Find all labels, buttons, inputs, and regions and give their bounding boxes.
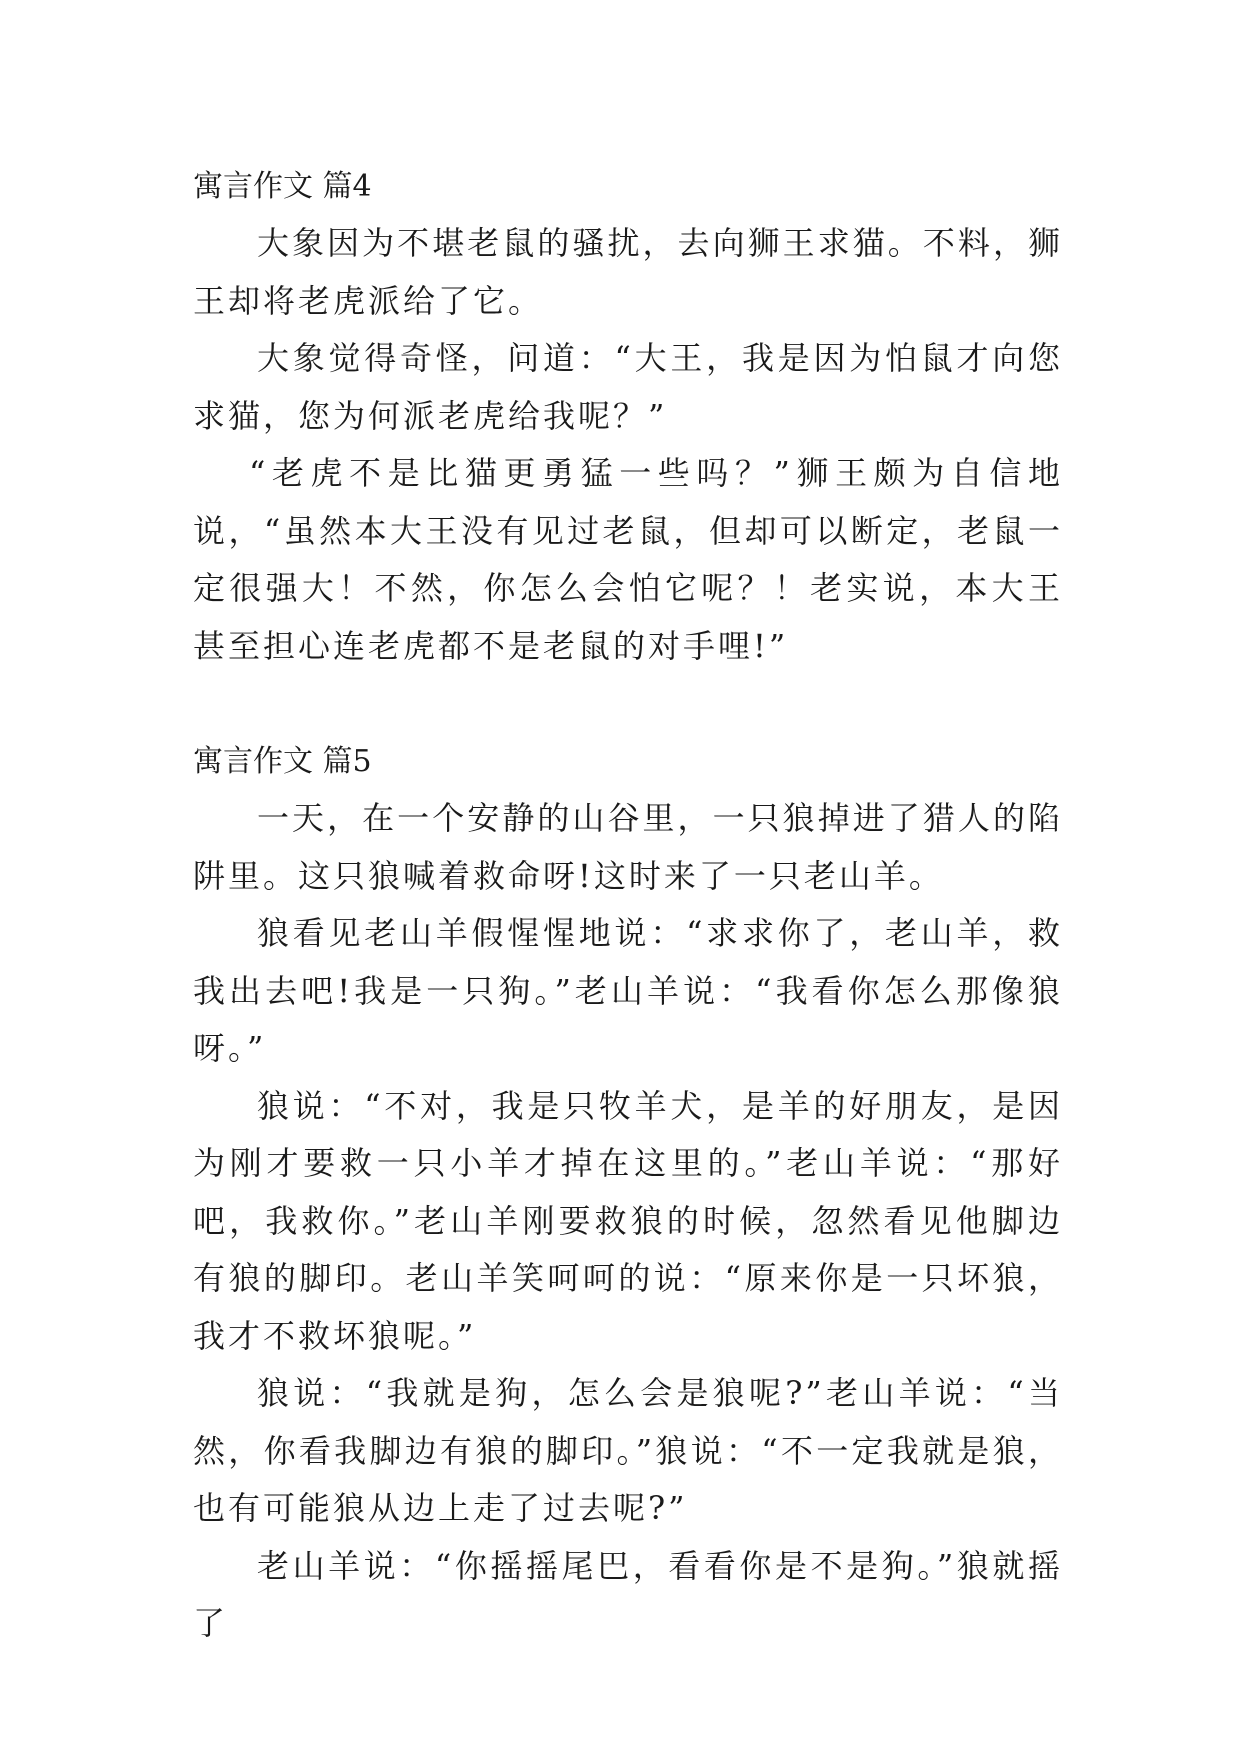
section-4 <box>193 158 1063 675</box>
paragraph: “老虎不是比猫更勇猛一些吗？”狮王颇为自信地说，“虽然本大王没有见过老鼠，但却可以断定，老鼠一定很强大！不然，你怎么会怕它呢？！老实说，本大王甚至担心连老虎都不是老鼠的对手哩!” <box>193 454 1063 665</box>
paragraph: 狼说：“不对，我是只牧羊犬，是羊的好朋友，是因为刚才要救一只小羊才掉在这里的。”老山羊说：“那好吧，我救你。”老山羊刚要救狼的时候，忽然看见他脚边有狼的脚印。老山羊笑呵呵的说：“原来你是一只坏狼，我才不救坏狼呢。” <box>193 1086 1063 1355</box>
paragraph: 狼说：“我就是狗，怎么会是狼呢?”老山羊说：“当然，你看我脚边有狼的脚印。”狼说：“不一定我就是狼，也有可能狼从边上走了过去呢?” <box>193 1374 1063 1527</box>
paragraph: 一天，在一个安静的山谷里，一只狼掉进了猎人的陷阱里。这只狼喊着救命呀!这时来了一只老山羊。 <box>193 799 1063 895</box>
paragraph: 老山羊说：“你摇摇尾巴，看看你是不是狗。”狼就摇了 <box>193 1546 1063 1642</box>
document-page <box>193 158 1063 1653</box>
paragraph: 狼看见老山羊假惺惺地说：“求求你了，老山羊，救我出去吧!我是一只狗。”老山羊说：“我看你怎么那像狼呀。” <box>193 914 1063 1067</box>
section-gap <box>193 675 1063 733</box>
section-title: 寓言作文 篇4 <box>193 169 372 204</box>
section-title: 寓言作文 篇5 <box>193 744 372 779</box>
paragraph: 大象因为不堪老鼠的骚扰，去向狮王求猫。不料，狮王却将老虎派给了它。 <box>193 224 1063 320</box>
paragraph: 大象觉得奇怪，问道：“大王，我是因为怕鼠才向您求猫，您为何派老虎给我呢？” <box>193 339 1063 435</box>
section-5 <box>193 733 1063 1653</box>
